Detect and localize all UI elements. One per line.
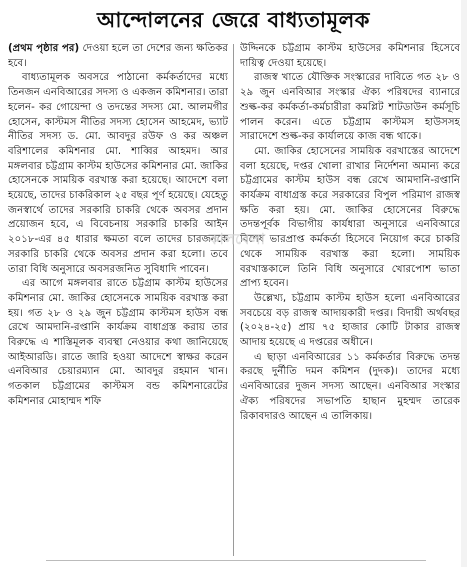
article-paragraph: উল্লেখ্য, চট্টগ্রাম কাস্টম হাউস হলো এনবিআরের সবচেয়ে বড় রাজস্ব আদায়কারী দপ্তর। বিদায়ী অর্থবছর (২০২৪-২৫) প্রায় ৭৫ হাজার কোটি টাকার রাজস্ব আদায় হয়েছে এ দপ্তরের অধীনে।: [240, 292, 460, 349]
article-paragraph: বাধ্যতামূলক অবসরে পাঠানো কর্মকর্তাদের মধ্যে তিনজন এনবিআরের সদস্য ও একজন কমিশনার। তারা হলেন- কর গোয়েন্দা ও তদন্তের সদস্য মো. আলমগীর হোসেন, কাস্টমস নীতির সদস্য হোসেন আহমেদ, ভ্যাট নীতির সদস্য ড. মো. আবদুর রউফ ও কর অঞ্চল বরিশালের কমিশনার মো. শাব্বির আহমদ। আর মঙ্গলবার চট্টগ্রাম কাস্টম হাউসের কমিশনার মো. জাকির হোসেনকে সাময়িক বরখাস্ত করা হয়েছে। আদেশে বলা হয়েছে, তাদের চাকরিকাল ২৫ বছর পূর্ণ হয়েছে। যেহেতু জনস্বার্থে তাদের সরকারি চাকরি থেকে অবসর প্রদান প্রয়োজন হবে, এ বিবেচনায় সরকারি চাকরি আইন ২০১৮-এর ৪৫ ধারার ক্ষমতা বলে তাদের চারজনকে সরকারি চাকরি থেকে অবসর প্রদান করা হলো। তবে তারা বিধি অনুসারে অবসরজনিত সুবিধাদি পাবেন।: [8, 72, 228, 275]
article-paragraph: এ ছাড়া এনবিআরের ১১ কর্মকর্তার বিরুদ্ধে তদন্ত করছে দুর্নীতি দমন কমিশন (দুদক)। তাদের মধ্যে এনবিআরের দুজন সদস্য আছেন। এনবিআর সংস্কার ঐক্য পরিষদের সভাপতি হাছান মুহম্মদ তারেক রিকাবদারও আছেন এ তালিকায়।: [240, 351, 460, 422]
newspaper-clipping: [6, 4, 461, 563]
publisher-watermark: কালবেলা: [209, 230, 265, 248]
article-column-right: [240, 42, 460, 562]
article-headline: আন্দোলনের জেরে বাধ্যতামূলক: [97, 7, 370, 32]
column-divider: [233, 44, 234, 556]
article-column-left: [8, 42, 228, 562]
bottom-rule: [46, 560, 426, 561]
article-paragraph: এর আগে মঙ্গলবার রাতে চট্টগ্রাম কাস্টম হাউসের কমিশনার মো. জাকির হোসেনকে সাময়িক বরখাস্ত করা হয়। গত ২৮ ও ২৯ জুন চট্টগ্রাম কাস্টমস হাউস বন্ধ রেখে আমদানি-রপ্তানি কার্যক্রম বাধাগ্রস্ত করায় তার বিরুদ্ধে এ শাস্তিমূলক ব্যবস্থা নেওয়ার কথা জানিয়েছে আইআরডি। রাতে জারি হওয়া আদেশে স্বাক্ষর করেন এনবিআর চেয়ারম্যান মো. আবদুর রহমান খান। গতকাল চট্টগ্রামের কাস্টমস বন্ড কমিশনারেটের কমিশনার মোহাম্মদ শফি: [8, 278, 228, 407]
article-paragraph: রাজস্ব খাতে যৌক্তিক সংস্কারের দাবিতে গত ২৮ ও ২৯ জুন এনবিআর সংস্কার ঐক্য পরিষদের ব্যানারে শুল্ক-কর কর্মকর্তা-কর্মচারীরা কমপ্লিট শাটডাউন কর্মসূচি পালন করেন। এতে চট্টগ্রাম কাস্টমস হাউসসহ সারাদেশে শুল্ক-কর কার্যালয়ে কাজ বন্ধ থাকে।: [240, 72, 460, 143]
article-paragraph: উদ্দিনকে চট্টগ্রাম কাস্টম হাউসের কমিশনার হিসেবে দায়িত্ব দেওয়া হয়েছে।: [240, 43, 460, 69]
continuation-label: (প্রথম পৃষ্ঠার পর): [8, 43, 80, 54]
article-paragraph: [8, 42, 228, 71]
paragraph-text: দেওয়া হলে তা দেশের জন্য ক্ষতিকর হবে।: [8, 43, 228, 69]
adjacent-column-edge: [461, 0, 467, 567]
article-paragraph: মো. জাকির হোসেনের সাময়িক বরখাস্তের আদেশে বলা হয়েছে, দপ্তর খোলা রাখার নির্দেশনা অমান্য করে চট্টগ্রামের কাস্টম হাউস বন্ধ রেখে আমদানি-রপ্তানি কার্যক্রম বাধাগ্রস্ত করে সরকারের বিপুল পরিমাণ রাজস্ব ক্ষতি করা হয়। মো. জাকির হোসেনের বিরুদ্ধে তদন্তপূর্বক বিভাগীয় কার্যধারা অনুসারে এনবিআরে বিশেষ ভারপ্রাপ্ত কর্মকর্তা হিসেবে নিয়োগ করে চাকরি থেকে সাময়িক বরখাস্ত করা হলো। সাময়িক বরখাস্তকালে তিনি বিধি অনুসারে খোরপোশ ভাতা প্রাপ্য হবেন।: [240, 145, 460, 290]
